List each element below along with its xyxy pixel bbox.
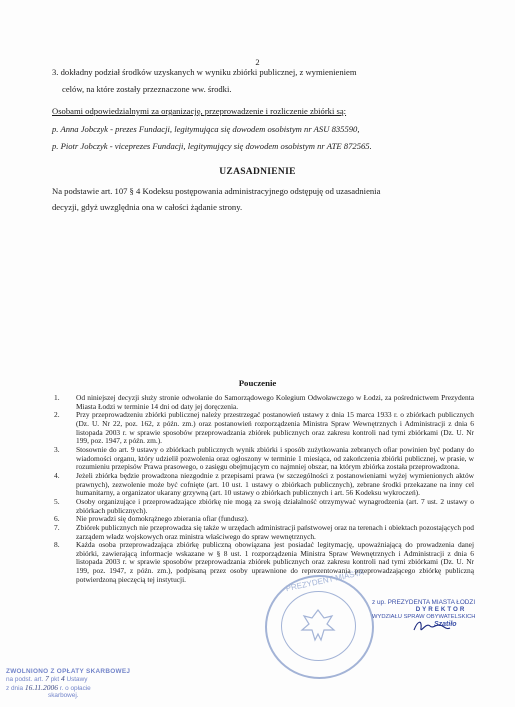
fee-stamp-article: 7 xyxy=(45,674,49,684)
official-round-seal xyxy=(265,567,374,679)
fee-stamp-line-3 xyxy=(6,684,130,692)
list-item-text: Stosownie do art. 9 ustawy o zbiórkach publicznych wynik zbiórki i sposób zużytkowania zebranych ofiar powinien być podany do wiadomości organu, który udzielił pozwolenia oraz ogłoszony w terminie 1 miesiąca, od zakończenia zbiórki publicznej, w prasie, w rozumieniu przepisów Prawa prasowego, o zasięgu obejmującym co najmniej obszar, na którym zbiórka została przeprowadzona. xyxy=(76,444,474,472)
uzasadnienie-title: UZASADNIENIE xyxy=(219,167,296,177)
list-item-text: Nie prowadzi się domokrążnego zbierania ofiar (fundusz). xyxy=(76,514,249,524)
responsible-person-2: p. Piotr Jobczyk - viceprezes Fundacji, legitymujący się dowodem osobistym nr ATE 872565. xyxy=(52,141,372,151)
fee-stamp-date: 16.11.2006 xyxy=(24,682,59,692)
list-item-number: 4. xyxy=(54,470,60,480)
list-item-text: Każda osoba przeprowadzająca zbiórkę publiczną obowiązana jest posiadać legitymację, upoważniającą do prowadzenia danej zbiórki, zawierającą informacje wskazane w § 8 ust. 1 rozporządzenia Ministra Spraw Wewnętrznych i Administracji z dnia 6 listopada 2003 r. w sprawie sposobów przeprowadzania zbiórek publicznych oraz zakresu kontroli nad tymi zbiórkami (Dz. U. Nr 199, poz. 1947, z późn. zm.), podpisaną przez osoby uprawnione do reprezentowania przeprowadzającego zbiórkę publiczną potwierdzoną pieczęcią tej instytucji. xyxy=(76,540,474,584)
pouczenie-list xyxy=(54,394,474,584)
stamp-line-1: z up. PREZYDENTA MIASTA ŁODZI xyxy=(372,599,476,606)
item-3-number: 3. xyxy=(52,67,59,77)
responsible-heading: Osobami odpowiedzialnymi za organizację, przeprowadzenie i rozliczenie zbiórki są: xyxy=(52,106,347,116)
list-item xyxy=(54,524,474,541)
list-item xyxy=(54,411,474,446)
fee-stamp-date-prefix: z dnia xyxy=(6,684,24,692)
fee-stamp-title: ZWOLNIONO Z OPŁATY SKARBOWEJ xyxy=(6,668,131,675)
list-item-number: 7. xyxy=(54,522,60,532)
stamp-signature-name: Szatiło xyxy=(434,621,457,629)
eagle-emblem-icon xyxy=(282,592,355,660)
list-item-number: 6. xyxy=(54,514,60,524)
uzasadnienie-line-2: decyzji, gdyż uwzględnia ona w całości żądanie strony. xyxy=(52,202,243,212)
pouczenie-title: Pouczenie xyxy=(238,378,277,388)
fee-stamp-pkt-label: pkt xyxy=(50,676,60,684)
list-item-text: Przy przeprowadzeniu zbiórki publicznej należy przestrzegać postanowień ustawy z dnia 15 marca 1933 r. o zbiórkach publicznych (Dz. U. Nr 22, poz. 162, z późn. zm.) oraz postanowień rozporządzenia Ministra Spraw Wewnętrznych i Administracji z dnia 6 listopada 2003 r. w sprawie sposobów przeprowadzania zbiórek publicznych oraz zakresu kontroli nad tymi zbiórkami (Dz. U. Nr 199, poz. 1947, z późn. zm.). xyxy=(76,410,474,446)
list-item-number: 1. xyxy=(54,393,60,402)
uzasadnienie-line-1: Na podstawie art. 107 § 4 Kodeksu postępowania administracyjnego odstępuję od uzasadnienia xyxy=(52,186,381,196)
list-item-number: 8. xyxy=(54,540,60,550)
list-item-text: Jeżeli zbiórka będzie prowadzona niezgodnie z przepisami prawa (w szczególności z postanowieniami wyżej wymienionych aktów prawnych), zezwolenie może być cofnięte (art. 10 ust. 1 ustawy o zbiórkach publicznych), zebrane środki przekazane na inny cel humanitarny, a organizator ukarany grzywną (art. 10 ustawy o zbiórkach publicznych i art. 56 Kodeksu wykroczeń). xyxy=(76,470,474,498)
list-item-number: 3. xyxy=(54,444,60,454)
list-item xyxy=(54,394,474,411)
handwritten-signature-icon xyxy=(412,616,452,636)
responsible-person-1: p. Anna Jobczyk - prezes Fundacji, legitymująca się dowodem osobistym nr ASU 835590, xyxy=(52,124,360,134)
list-item xyxy=(54,472,474,498)
fee-stamp-prefix: na podst. art. xyxy=(6,676,44,684)
list-item-text: Zbiórek publicznych nie przeprowadza się także w urzędach administracji państwowej oraz na terenach i obiektach pozostających pod zarządem władz wojskowych oraz ministra właściwego do spraw wewnętrznych. xyxy=(76,522,474,541)
fee-exemption-stamp xyxy=(6,668,130,700)
list-item-text: Od niniejszej decyzji służy stronie odwołanie do Samorządowego Kolegium Odwoławczego w Łodzi, za pośrednictwem Prezydenta Miasta Łodzi w terminie 14 dni od daty jej doręczenia. xyxy=(76,393,474,411)
item-3-line-1 xyxy=(52,67,472,78)
fee-stamp-line-4: skarbowej. xyxy=(48,692,79,700)
seal-ring-text: PREZYDENT MIASTA xyxy=(284,567,365,594)
stamp-line-3: WYDZIAŁU SPRAW OBYWATELSKICH xyxy=(372,613,476,620)
list-item-number: 5. xyxy=(54,496,60,506)
stamp-line-2: DYREKTOR xyxy=(415,606,467,614)
list-item xyxy=(54,498,474,515)
list-item xyxy=(54,446,474,472)
item-3-line-2: celów, na które zostały przeznaczone ww. środki. xyxy=(62,84,232,94)
item-3-text-1: dokładny podział środków uzyskanych w wyniku zbiórki publicznej, z wymienieniem xyxy=(60,67,357,77)
fee-stamp-law: Ustawy xyxy=(66,676,88,684)
list-item-text: Osoby organizujące i przeprowadzające zbiórkę nie mogą za swoją działalność otrzymywać wynagrodzenia (art. 7 ust. 2 ustawy o zbiórkach publicznych). xyxy=(76,496,474,515)
list-item xyxy=(54,541,474,584)
fee-stamp-point: 4 xyxy=(60,674,65,684)
fee-stamp-date-suffix: r. o opłacie xyxy=(59,684,91,692)
seal-inner-ring xyxy=(281,591,356,661)
list-item-number: 2. xyxy=(54,410,60,420)
page-number: 2 xyxy=(255,57,260,67)
